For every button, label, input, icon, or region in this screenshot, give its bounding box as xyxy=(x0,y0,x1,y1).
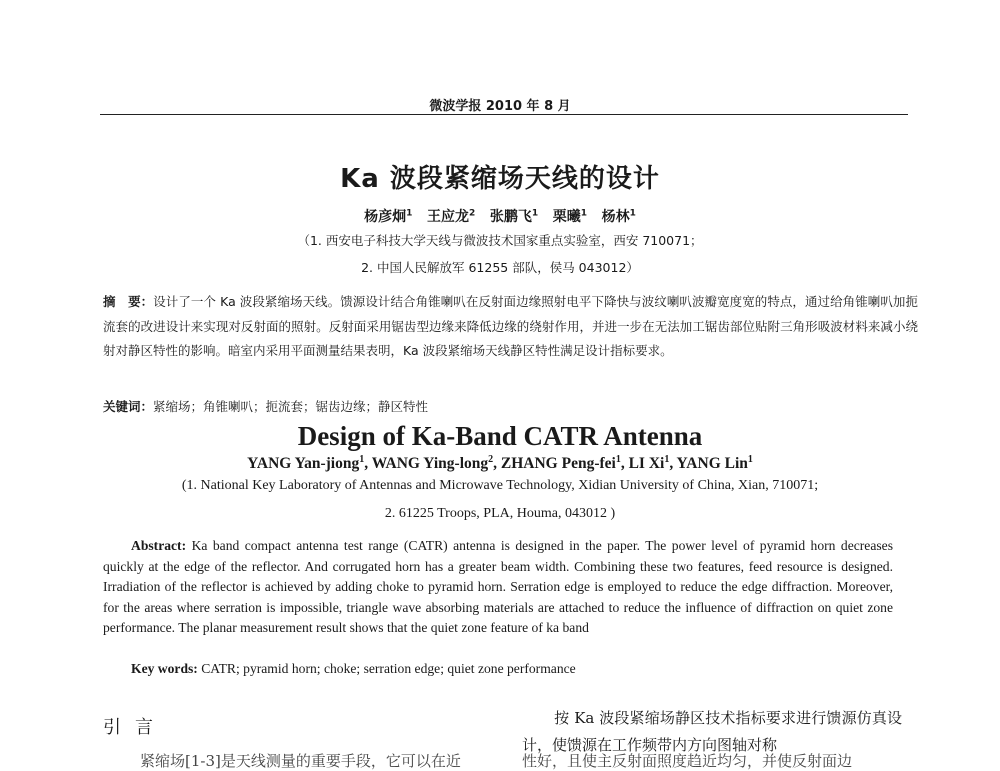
english-abstract-text: Ka band compact antenna test range (CATR) antenna is designed in the paper. The power level of pyramid horn decreases quickly at the edge of the reflector. And corrugated horn has a greater beam width. Combining these two features, feed resource is designed. Irradiation of the reflector is achieved by adding choke to pyramid horn. Serration edge is employed to reduce the edge diffraction. Moreover, for the areas where serration is impossible, triangle wave absorbing materials are attached to reduce the influence of diffraction on quiet zone performance. The planar measurement result shows that the quiet zone feature of ka band xyxy=(103,538,893,636)
english-keywords xyxy=(131,661,576,677)
chinese-abstract-text: 设计了一个 Ka 波段紧缩场天线。馈源设计结合角锥喇叭在反射面边缘照射电平下降快与波纹喇叭波瓣宽度宽的特点，通过给角锥喇叭加扼流套的改进设计来实现对反射面的照射。反射面采用锯齿型边缘来降低边缘的绕射作用，并进一步在无法加工锯齿部位贴附三角形吸波材料来减小绕射对静区特性的影响。暗室内采用平面测量结果表明，Ka 波段紧缩场天线静区特性满足设计指标要求。 xyxy=(103,294,918,358)
author-affiliation-mark: 1 xyxy=(664,454,670,465)
author-name: 王应龙 xyxy=(426,209,469,225)
author-affiliation-mark: 1 xyxy=(580,208,588,219)
chinese-affiliation-1: （1. 西安电子科技大学天线与微波技术国家重点实验室，西安 710071； xyxy=(297,233,703,248)
author-name: 杨彦炯 xyxy=(364,209,407,225)
english-title: Design of Ka-Band CATR Antenna xyxy=(297,421,703,451)
author-affiliation-mark: 1 xyxy=(629,208,636,219)
author-affiliation-mark: 1 xyxy=(359,454,365,465)
author-name: YANG Lin xyxy=(676,455,748,473)
header-rule xyxy=(100,114,908,115)
chinese-abstract xyxy=(103,290,918,364)
right-column-text: 按 Ka 波段紧缩场静区技术指标要求进行馈源仿真设计，使馈源在工作频带内方向图轴对称 xyxy=(522,709,902,754)
author-affiliation-mark: 1 xyxy=(406,208,413,219)
chinese-keywords-label: 关键词： xyxy=(103,399,154,414)
author-affiliation-mark: 1 xyxy=(615,454,621,465)
author-name: ZHANG Peng-fei xyxy=(500,455,616,473)
chinese-authors xyxy=(0,206,1000,226)
chinese-keywords-text: 紧缩场；角锥喇叭；扼流套；锯齿边缘；静区特性 xyxy=(153,399,429,414)
author-affiliation-mark: 2 xyxy=(468,208,476,219)
journal-header: 微波学报 2010 年 8 月 xyxy=(429,99,571,114)
author-name: 栗曦 xyxy=(552,209,581,225)
chinese-title: Ka 波段紧缩场天线的设计 xyxy=(340,164,660,194)
english-abstract xyxy=(103,536,893,639)
chinese-keywords xyxy=(103,397,428,415)
left-column-cut-line: 紧缩场[1-3]是天线测量的重要手段，它可以在近 xyxy=(140,752,461,770)
right-column-cut-line: 性好，且使主反射面照度趋近均匀，并使反射面边 xyxy=(522,752,853,770)
english-abstract-label: Abstract: xyxy=(131,538,187,553)
english-affiliation-2: 2. 61225 Troops, PLA, Houma, 043012 ) xyxy=(384,506,616,521)
author-name: 杨林 xyxy=(601,209,630,225)
english-authors: YANG Yan-jiong$^1$, WANG Ying-long$^2$, ZHANG Peng-fei$^1$, LI Xi$^1$, YANG Lin$^1$ xyxy=(247,454,753,473)
english-keywords-text: CATR; pyramid horn; choke; serration edge; quiet zone performance xyxy=(197,661,576,676)
author-affiliation-mark: 2 xyxy=(488,454,494,465)
author-name: YANG Yan-jiong xyxy=(247,455,360,473)
section-heading-introduction: 引言 xyxy=(103,717,167,738)
author-name: 张鹏飞 xyxy=(489,209,532,225)
english-affiliation-1: (1. National Key Laboratory of Antennas and Microwave Technology, Xidian University of China, Xian, 710071; xyxy=(181,478,819,493)
author-name: LI Xi xyxy=(628,455,665,473)
chinese-abstract-label: 摘 要： xyxy=(103,294,154,309)
english-keywords-label: Key words: xyxy=(131,661,198,676)
author-name: WANG Ying-long xyxy=(371,455,489,473)
author-affiliation-mark: 1 xyxy=(531,208,539,219)
chinese-affiliation-2: 2. 中国人民解放军 61255 部队，侯马 043012） xyxy=(361,260,639,275)
author-affiliation-mark: 1 xyxy=(747,454,753,465)
